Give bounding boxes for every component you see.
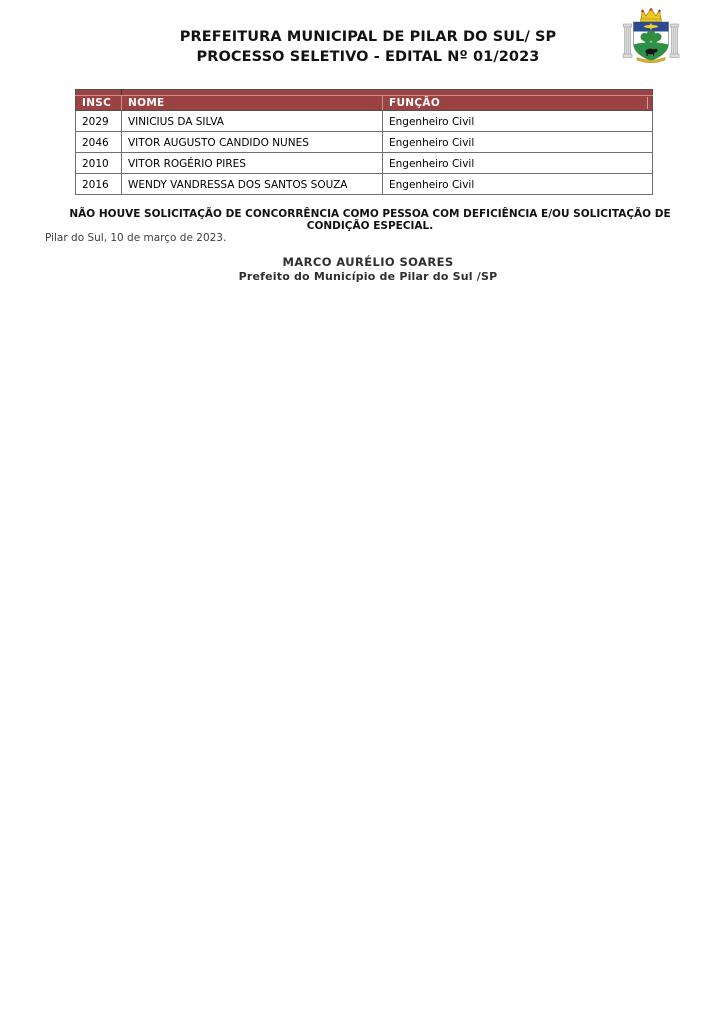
cell-insc: 2046 [76,132,122,153]
signature-title: Prefeito do Município de Pilar do Sul /SP [238,270,498,283]
cell-funcao: Engenheiro Civil [383,174,653,195]
cell-nome: VITOR ROGÉRIO PIRES [122,153,383,174]
candidate-table [75,89,653,195]
document-header [45,27,691,67]
cell-insc: 2016 [76,174,122,195]
table-row [76,111,653,132]
date-line: Pilar do Sul, 10 de março de 2023. [45,232,227,244]
cell-nome: WENDY VANDRESSA DOS SANTOS SOUZA [122,174,383,195]
cell-funcao: Engenheiro Civil [383,132,653,153]
table-row [76,153,653,174]
cell-nome: VITOR AUGUSTO CANDIDO NUNES [122,132,383,153]
column-header-nome: NOME [122,96,383,111]
signature-name: MARCO AURÉLIO SOARES [282,255,454,269]
column-header-funcao: FUNÇÃO [383,96,653,111]
table-row [76,132,653,153]
no-disability-request-notice: NÃO HOUVE SOLICITAÇÃO DE CONCORRÊNCIA COMO PESSOA COM DEFICIÊNCIA E/OU SOLICITAÇÃO DE CONDIÇÃO ESPECIAL. [69,208,671,232]
candidate-table-container [75,89,653,195]
coat-of-arms-logo [620,7,682,65]
cell-insc: 2029 [76,111,122,132]
cell-nome: VINICIUS DA SILVA [122,111,383,132]
coat-of-arms-icon [620,7,682,65]
cell-funcao: Engenheiro Civil [383,111,653,132]
title-line-2: PROCESSO SELETIVO - EDITAL Nº 01/2023 [196,49,540,65]
table-header-row [76,96,653,111]
cell-insc: 2010 [76,153,122,174]
column-header-insc: INSC [76,96,122,111]
title-line-1: PREFEITURA MUNICIPAL DE PILAR DO SUL/ SP [179,29,557,45]
cell-funcao: Engenheiro Civil [383,153,653,174]
table-row [76,174,653,195]
signature-block [45,255,691,283]
